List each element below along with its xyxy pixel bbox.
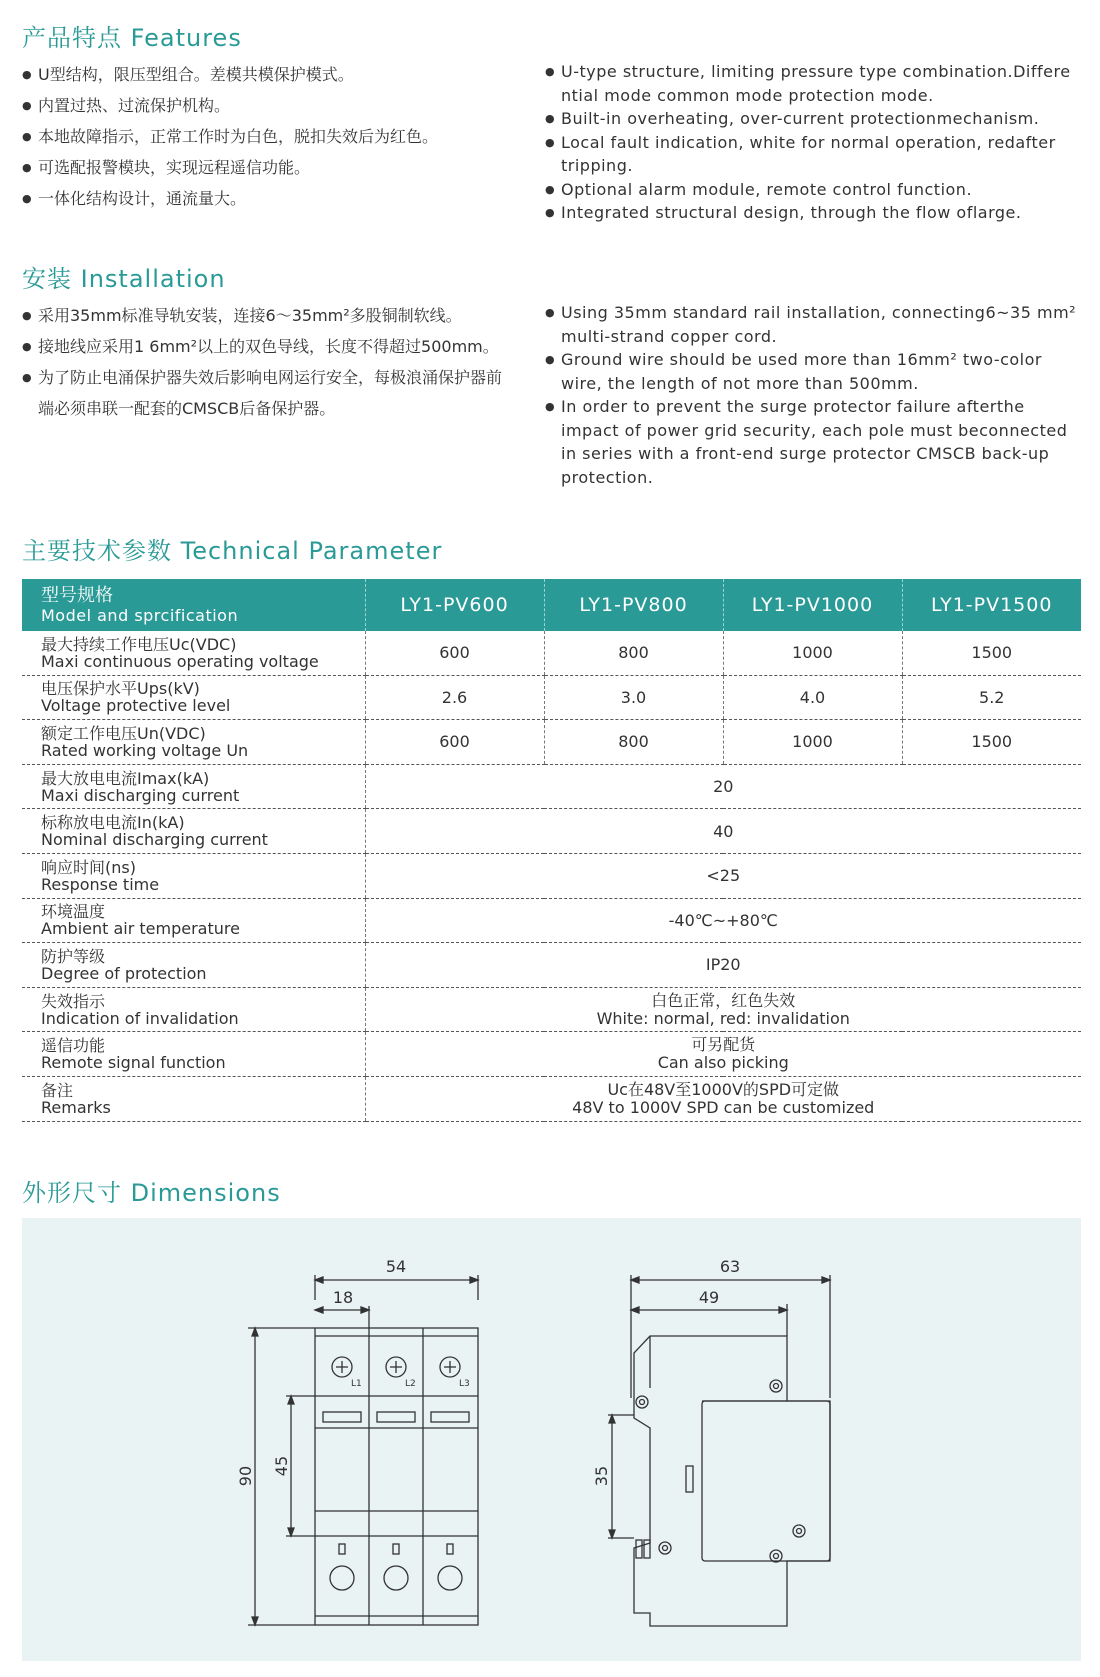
technical-parameter-table <box>22 579 1081 1122</box>
list-item: ● Integrated structural design, through the flow oflarge. <box>545 201 1085 225</box>
list-item: ● 可选配报警模块，实现远程遥信功能。 <box>22 152 522 183</box>
table-row <box>22 853 1081 898</box>
list-item: ● 一体化结构设计，通流量大。 <box>22 183 522 214</box>
row-label-zh: 遥信功能 <box>41 1036 106 1056</box>
row-label-en: Remote signal function <box>41 1053 226 1073</box>
dim-rail-height: 35 <box>592 1465 611 1487</box>
list-item: ● Optional alarm module, remote control function. <box>545 178 1085 202</box>
technical-title: 主要技术参数 Technical Parameter <box>22 537 443 565</box>
row-label-en: Degree of protection <box>41 963 207 983</box>
list-item: ● U-type structure, limiting pressure type combination.Differe ntial mode common mode protection mode. <box>545 60 1085 107</box>
list-item: ● U型结构，限压型组合。差模共模保护模式。 <box>22 59 522 90</box>
side-view-drawing <box>608 1275 830 1626</box>
cell-en: 48V to 1000V SPD can be customized <box>572 1097 875 1117</box>
list-item: ● In order to prevent the surge protector failure afterthe impact of power grid security, each pole must beconnected in series with a front-end surge protector CMSCB back-up protection. <box>545 395 1085 489</box>
row-label <box>22 764 365 809</box>
row-label <box>22 1076 365 1121</box>
list-item: ● Using 35mm standard rail installation, connecting6~35 mm² multi-strand copper cord. <box>545 301 1085 348</box>
row-label-en: Indication of invalidation <box>41 1008 239 1028</box>
list-item: ● 本地故障指示，正常工作时为白色，脱扣失效后为红色。 <box>22 121 522 152</box>
table-row <box>22 1032 1081 1077</box>
row-label <box>22 631 365 675</box>
installation-en-list <box>545 301 1085 489</box>
row-label-en: Ambient air temperature <box>41 919 240 939</box>
dim-depth-inner: 49 <box>698 1288 720 1307</box>
row-label <box>22 943 365 988</box>
model-header <box>22 579 365 631</box>
table-row <box>22 943 1081 988</box>
cell-zh: Uc在48V至1000V的SPD可定做 <box>607 1079 840 1099</box>
model-header-en: Model and sprcification <box>41 605 239 625</box>
list-item: ● 内置过热、过流保护机构。 <box>22 90 522 121</box>
table-cell <box>365 1032 1081 1077</box>
row-label-en: Nominal discharging current <box>41 830 268 850</box>
pole-label-l2: L2 <box>405 1379 416 1389</box>
dim-height-total: 90 <box>236 1465 255 1487</box>
list-item: ● Built-in overheating, over-current protectionmechanism. <box>545 107 1085 131</box>
table-cell: 40 <box>365 809 1081 854</box>
table-cell: 800 <box>544 720 723 765</box>
row-label-en: Maxi discharging current <box>41 785 240 805</box>
row-label-zh: 环境温度 <box>41 902 106 922</box>
row-label <box>22 898 365 943</box>
model-column-header: LY1-PV1500 <box>902 579 1081 631</box>
pole-label-l1: L1 <box>351 1379 362 1389</box>
table-cell: 1500 <box>902 720 1081 765</box>
model-column-header: LY1-PV800 <box>544 579 723 631</box>
model-column-header: LY1-PV1000 <box>723 579 902 631</box>
table-cell: 600 <box>365 631 544 675</box>
list-item: ● Ground wire should be used more than 16mm² two-color wire, the length of not more than 500mm. <box>545 348 1085 395</box>
row-label <box>22 720 365 765</box>
row-label-zh: 防护等级 <box>41 946 106 966</box>
table-cell: 1500 <box>902 631 1081 675</box>
list-item: ● 采用35mm标准导轨安装，连接6～35mm²多股铜制软线。 <box>22 300 502 331</box>
model-column-header: LY1-PV600 <box>365 579 544 631</box>
pole-label-l3: L3 <box>459 1379 470 1389</box>
table-row <box>22 1076 1081 1121</box>
installation-title: 安装 Installation <box>22 265 226 293</box>
dim-height-inner: 45 <box>272 1455 291 1477</box>
table-cell: IP20 <box>365 943 1081 988</box>
dimensions-panel <box>22 1218 1081 1661</box>
row-label <box>22 809 365 854</box>
row-label <box>22 1032 365 1077</box>
table-cell: 2.6 <box>365 675 544 720</box>
row-label-zh: 失效指示 <box>41 991 106 1011</box>
table-row <box>22 631 1081 675</box>
row-label-zh: 响应时间(ns) <box>41 857 136 877</box>
table-cell <box>365 1076 1081 1121</box>
row-label-zh: 标称放电电流In(kA) <box>41 813 185 833</box>
dimension-drawing <box>22 1218 1081 1661</box>
table-cell: 5.2 <box>902 675 1081 720</box>
table-cell: 800 <box>544 631 723 675</box>
model-header-zh: 型号规格 <box>41 584 113 606</box>
cell-en: White: normal, red: invalidation <box>596 1008 850 1028</box>
table-row <box>22 809 1081 854</box>
table-cell: 1000 <box>723 720 902 765</box>
table-cell: -40℃~+80℃ <box>365 898 1081 943</box>
row-label-en: Remarks <box>41 1097 111 1117</box>
installation-zh-list <box>22 300 502 424</box>
table-row <box>22 675 1081 720</box>
features-en-list <box>545 60 1085 225</box>
row-label-en: Maxi continuous operating voltage <box>41 651 319 671</box>
table-cell: 20 <box>365 764 1081 809</box>
row-label <box>22 675 365 720</box>
row-label-en: Response time <box>41 874 160 894</box>
table-row <box>22 720 1081 765</box>
front-view-drawing <box>248 1275 478 1625</box>
table-cell: 1000 <box>723 631 902 675</box>
table-cell: 3.0 <box>544 675 723 720</box>
features-zh-list <box>22 59 522 214</box>
row-label-zh: 电压保护水平Ups(kV) <box>41 679 200 699</box>
features-title: 产品特点 Features <box>22 24 242 52</box>
row-label-en: Voltage protective level <box>41 696 231 716</box>
table-cell: 4.0 <box>723 675 902 720</box>
cell-zh: 白色正常，红色失效 <box>651 990 796 1010</box>
table-row <box>22 987 1081 1032</box>
row-label-en: Rated working voltage Un <box>41 740 249 760</box>
cell-en: Can also picking <box>657 1053 789 1073</box>
row-label-zh: 备注 <box>41 1080 74 1100</box>
cell-zh: 可另配货 <box>691 1035 756 1055</box>
dim-depth-total: 63 <box>719 1257 741 1276</box>
row-label <box>22 853 365 898</box>
table-cell: 600 <box>365 720 544 765</box>
table-header-row <box>22 579 1081 631</box>
dim-pole-width: 18 <box>332 1288 354 1307</box>
list-item: ● 为了防止电涌保护器失效后影响电网运行安全，每极浪涌保护器前端必须串联一配套的CMSCB后备保护器。 <box>22 362 502 424</box>
dimensions-title: 外形尺寸 Dimensions <box>22 1179 281 1207</box>
row-label <box>22 987 365 1032</box>
row-label-zh: 最大持续工作电压Uc(VDC) <box>41 634 237 654</box>
row-label-zh: 最大放电电流Imax(kA) <box>41 768 210 788</box>
table-cell <box>365 987 1081 1032</box>
list-item: ● 接地线应采用1 6mm²以上的双色导线，长度不得超过500mm。 <box>22 331 502 362</box>
table-row <box>22 764 1081 809</box>
table-row <box>22 898 1081 943</box>
list-item: ● Local fault indication, white for normal operation, redafter tripping. <box>545 131 1085 178</box>
dim-width-total: 54 <box>385 1257 407 1276</box>
table-cell: <25 <box>365 853 1081 898</box>
row-label-zh: 额定工作电压Un(VDC) <box>41 723 206 743</box>
